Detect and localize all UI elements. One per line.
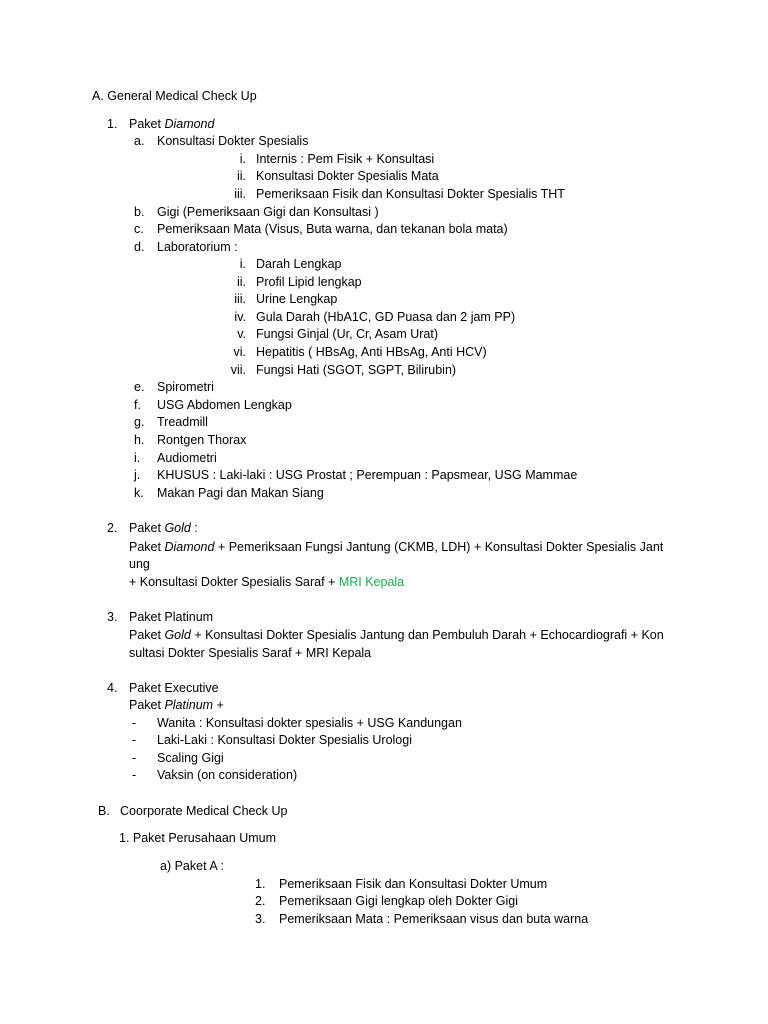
diamond-heading bbox=[129, 116, 214, 132]
item-e-marker: e. bbox=[134, 380, 145, 394]
gold-line-2: ung bbox=[129, 557, 150, 571]
item-g-marker: g. bbox=[134, 415, 145, 429]
platinum-line1-prefix: Paket bbox=[129, 628, 165, 642]
lab-text: Hepatitis ( HBsAg, Anti HBsAg, Anti HCV) bbox=[256, 345, 487, 359]
lab-text: Gula Darah (HbA1C, GD Puasa dan 2 jam PP) bbox=[256, 310, 516, 324]
diamond-name: Diamond bbox=[164, 117, 215, 131]
platinum-line-1 bbox=[129, 627, 664, 643]
gold-line3-text: + Konsultasi Dokter Spesialis Saraf + bbox=[129, 575, 339, 589]
item-j-text: KHUSUS : Laki-laki : USG Prostat ; Perempuan : Papsmear, USG Mammae bbox=[157, 468, 578, 482]
item-b-marker: b. bbox=[134, 205, 145, 219]
lab-text: Fungsi Hati (SGOT, SGPT, Bilirubin) bbox=[256, 363, 457, 377]
diamond-number: 1. bbox=[107, 117, 118, 131]
paket-a-title: a) Paket A : bbox=[160, 859, 224, 873]
lab-text: Profil Lipid lengkap bbox=[256, 275, 362, 289]
platinum-number: 3. bbox=[107, 610, 118, 624]
lab-marker: ii. bbox=[236, 275, 246, 289]
gold-line1-rest: + Pemeriksaan Fungsi Jantung (CKMB, LDH) + Konsultasi Dokter Spesialis Jant bbox=[214, 540, 664, 554]
gold-heading bbox=[129, 520, 198, 536]
item-a-text: Konsultasi Dokter Spesialis bbox=[157, 134, 309, 148]
executive-dash: - bbox=[132, 751, 137, 765]
item-f-marker: f. bbox=[134, 398, 141, 412]
lab-text: Fungsi Ginjal (Ur, Cr, Asam Urat) bbox=[256, 327, 438, 341]
item-a-marker: a. bbox=[134, 134, 145, 148]
subitem-marker: i. bbox=[239, 152, 246, 166]
item-i-marker: i. bbox=[134, 451, 141, 465]
gold-line1-name: Diamond bbox=[164, 540, 215, 554]
lab-marker: iii. bbox=[234, 292, 246, 306]
executive-item: Wanita : Konsultasi dokter spesialis + USG Kandungan bbox=[157, 716, 462, 730]
item-c-marker: c. bbox=[134, 222, 144, 236]
executive-line1-prefix: Paket bbox=[129, 698, 165, 712]
subitem-text: Pemeriksaan Fisik dan Konsultasi Dokter Spesialis THT bbox=[256, 187, 565, 201]
item-h-marker: h. bbox=[134, 433, 145, 447]
platinum-line1-name: Gold bbox=[164, 628, 191, 642]
paket-a-item: Pemeriksaan Gigi lengkap oleh Dokter Gigi bbox=[279, 894, 519, 908]
executive-item: Laki-Laki : Konsultasi Dokter Spesialis Urologi bbox=[157, 733, 412, 747]
executive-item: Vaksin (on consideration) bbox=[157, 768, 298, 782]
paket-a-marker: 3. bbox=[255, 912, 266, 926]
executive-line-1 bbox=[129, 697, 224, 713]
item-b-text: Gigi (Pemeriksaan Gigi dan Konsultasi ) bbox=[157, 205, 379, 219]
platinum-line-2: sultasi Dokter Spesialis Saraf + MRI Kepala bbox=[129, 646, 372, 660]
item-d-marker: d. bbox=[134, 240, 145, 254]
gold-number: 2. bbox=[107, 521, 118, 535]
section-a-title: A. General Medical Check Up bbox=[92, 89, 257, 103]
section-b-subheading: 1. Paket Perusahaan Umum bbox=[119, 831, 277, 845]
executive-item: Scaling Gigi bbox=[157, 751, 224, 765]
executive-dash: - bbox=[132, 733, 137, 747]
executive-dash: - bbox=[132, 716, 137, 730]
executive-heading: Paket Executive bbox=[129, 681, 219, 695]
gold-label: Paket bbox=[129, 521, 165, 535]
lab-marker: iv. bbox=[234, 310, 246, 324]
lab-text: Darah Lengkap bbox=[256, 257, 342, 271]
lab-text: Urine Lengkap bbox=[256, 292, 338, 306]
diamond-label: Paket bbox=[129, 117, 165, 131]
item-e-text: Spirometri bbox=[157, 380, 214, 394]
lab-marker: i. bbox=[239, 257, 246, 271]
item-d-text: Laboratorium : bbox=[157, 240, 238, 254]
section-b-title: Coorporate Medical Check Up bbox=[120, 804, 288, 818]
gold-name: Gold bbox=[164, 521, 191, 535]
executive-number: 4. bbox=[107, 681, 118, 695]
executive-dash: - bbox=[132, 768, 137, 782]
gold-mri-highlight: MRI Kepala bbox=[338, 575, 405, 589]
executive-line1-suffix: + bbox=[213, 698, 224, 712]
subitem-marker: iii. bbox=[234, 187, 246, 201]
lab-marker: v. bbox=[237, 327, 246, 341]
item-g-text: Treadmill bbox=[157, 415, 208, 429]
gold-colon: : bbox=[190, 521, 198, 535]
item-f-text: USG Abdomen Lengkap bbox=[157, 398, 292, 412]
item-h-text: Rontgen Thorax bbox=[157, 433, 247, 447]
paket-a-marker: 1. bbox=[255, 877, 266, 891]
executive-line1-name: Platinum bbox=[164, 698, 214, 712]
item-k-text: Makan Pagi dan Makan Siang bbox=[157, 486, 324, 500]
gold-line-3 bbox=[129, 574, 404, 590]
subitem-marker: ii. bbox=[236, 169, 246, 183]
gold-line-1 bbox=[129, 539, 663, 555]
item-c-text: Pemeriksaan Mata (Visus, Buta warna, dan tekanan bola mata) bbox=[157, 222, 508, 236]
subitem-text: Konsultasi Dokter Spesialis Mata bbox=[256, 169, 439, 183]
item-k-marker: k. bbox=[134, 486, 144, 500]
platinum-line1-rest: + Konsultasi Dokter Spesialis Jantung dan Pembuluh Darah + Echocardiografi + Kon bbox=[190, 628, 664, 642]
section-b-letter: B. bbox=[98, 804, 110, 818]
subitem-text: Internis : Pem Fisik + Konsultasi bbox=[256, 152, 435, 166]
gold-line1-prefix: Paket bbox=[129, 540, 165, 554]
platinum-heading: Paket Platinum bbox=[129, 610, 214, 624]
paket-a-item: Pemeriksaan Fisik dan Konsultasi Dokter Umum bbox=[279, 877, 548, 891]
paket-a-item: Pemeriksaan Mata : Pemeriksaan visus dan buta warna bbox=[279, 912, 589, 926]
lab-marker: vi. bbox=[233, 345, 246, 359]
paket-a-marker: 2. bbox=[255, 894, 266, 908]
item-i-text: Audiometri bbox=[157, 451, 217, 465]
item-j-marker: j. bbox=[134, 468, 141, 482]
lab-marker: vii. bbox=[230, 363, 246, 377]
